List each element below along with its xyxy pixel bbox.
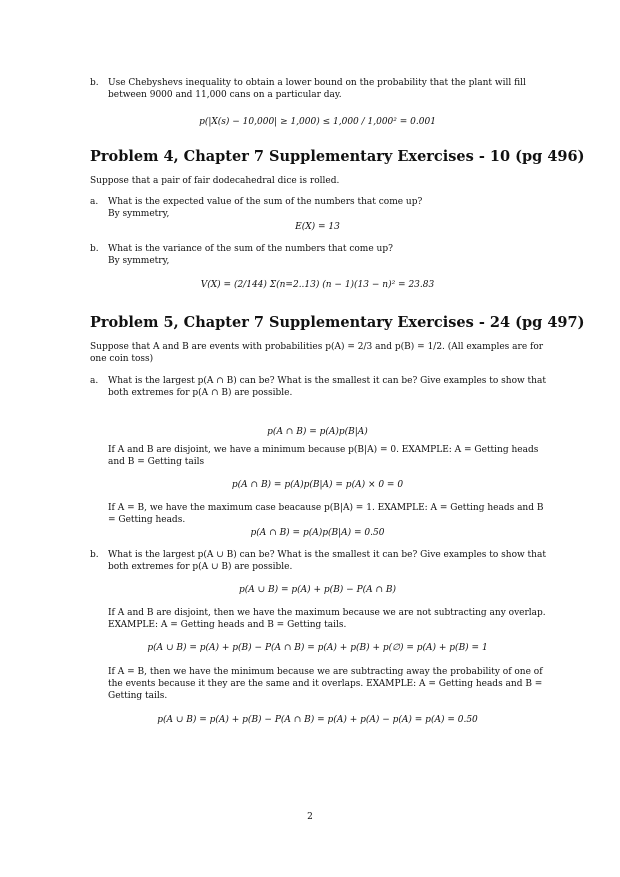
part-b-question: Use Chebyshevs inequality to obtain a lower bound on the probability that the plant will fill between 9000 and 11,000 cans on a particular day.	[108, 78, 526, 100]
page-number: 2	[307, 812, 313, 822]
problem-4-title: Problem 4, Chapter 7 Supplementary Exercises - 10 (pg 496)	[90, 148, 585, 165]
problem-5-b-label: b.	[90, 550, 99, 560]
problem-5-title: Problem 5, Chapter 7 Supplementary Exercises - 24 (pg 497)	[90, 314, 585, 331]
problem-4-b-note: By symmetry,	[108, 256, 170, 266]
variance-equation: V(X) = (2/144) Σ(n=2..13) (n − 1)(13 − n)² = 23.83	[200, 280, 435, 290]
problem-5-a-disjoint-text: If A and B are disjoint, we have a minimum because p(B|A) = 0. EXAMPLE: A = Getting heads and B = Getting tails	[108, 445, 539, 467]
intersection-min-equation: p(A ∩ B) = p(A)p(B|A) = p(A) × 0 = 0	[231, 480, 404, 490]
problem-5-b-disjoint-text: If A and B are disjoint, then we have the maximum because we are not subtracting any overlap. EXAMPLE: A = Getting heads and B = Getting tails.	[108, 608, 546, 630]
expected-value-equation: E(X) = 13	[295, 222, 340, 232]
problem-4-a-label: a.	[90, 197, 99, 207]
problem-4-a-note: By symmetry,	[108, 209, 170, 219]
union-max-equation: p(A ∪ B) = p(A) + p(B) − P(A ∩ B) = p(A) + p(B) + p(∅) = p(A) + p(B) = 1	[147, 643, 488, 653]
problem-5-a-label: a.	[90, 376, 99, 386]
problem-5-intro: Suppose that A and B are events with probabilities p(A) = 2/3 and p(B) = 1/2. (All examples are for one coin toss)	[90, 342, 544, 364]
problem-4-a-question: What is the expected value of the sum of the numbers that come up?	[108, 197, 423, 207]
intersection-max-equation: p(A ∩ B) = p(A)p(B|A) = 0.50	[250, 528, 385, 538]
problem-4-intro: Suppose that a pair of fair dodecahedral dice is rolled.	[90, 176, 340, 186]
union-equation: p(A ∪ B) = p(A) + p(B) − P(A ∩ B)	[238, 585, 397, 595]
union-min-equation: p(A ∪ B) = p(A) + p(B) − P(A ∩ B) = p(A) + p(A) − p(A) = p(A) = 0.50	[157, 715, 478, 725]
problem-4-b-label: b.	[90, 244, 99, 254]
part-b-label: b.	[90, 78, 99, 88]
intersection-equation: p(A ∩ B) = p(A)p(B|A)	[267, 427, 368, 437]
problem-5-b-equal-text: If A = B, then we have the minimum because we are subtracting away the probability of one of the events because it they are the same and it overlaps. EXAMPLE: A = Getting heads and B = Getting tails.	[108, 667, 543, 701]
problem-5-a-equal-text: If A = B, we have the maximum case beacause p(B|A) = 1. EXAMPLE: A = Getting heads and B = Getting heads.	[108, 503, 544, 525]
chebyshev-equation: p(|X(s) − 10,000| ≥ 1,000) ≤ 1,000 / 1,000² = 0.001	[199, 117, 436, 127]
problem-5-a-question: What is the largest p(A ∩ B) can be? What is the smallest it can be? Give examples to show that both extremes for p(A ∩ B) are possible.	[108, 376, 546, 398]
problem-5-b-question: What is the largest p(A ∪ B) can be? What is the smallest it can be? Give examples to show that both extremes for p(A ∪ B) are possible.	[108, 550, 546, 572]
problem-4-b-question: What is the variance of the sum of the numbers that come up?	[108, 244, 393, 254]
